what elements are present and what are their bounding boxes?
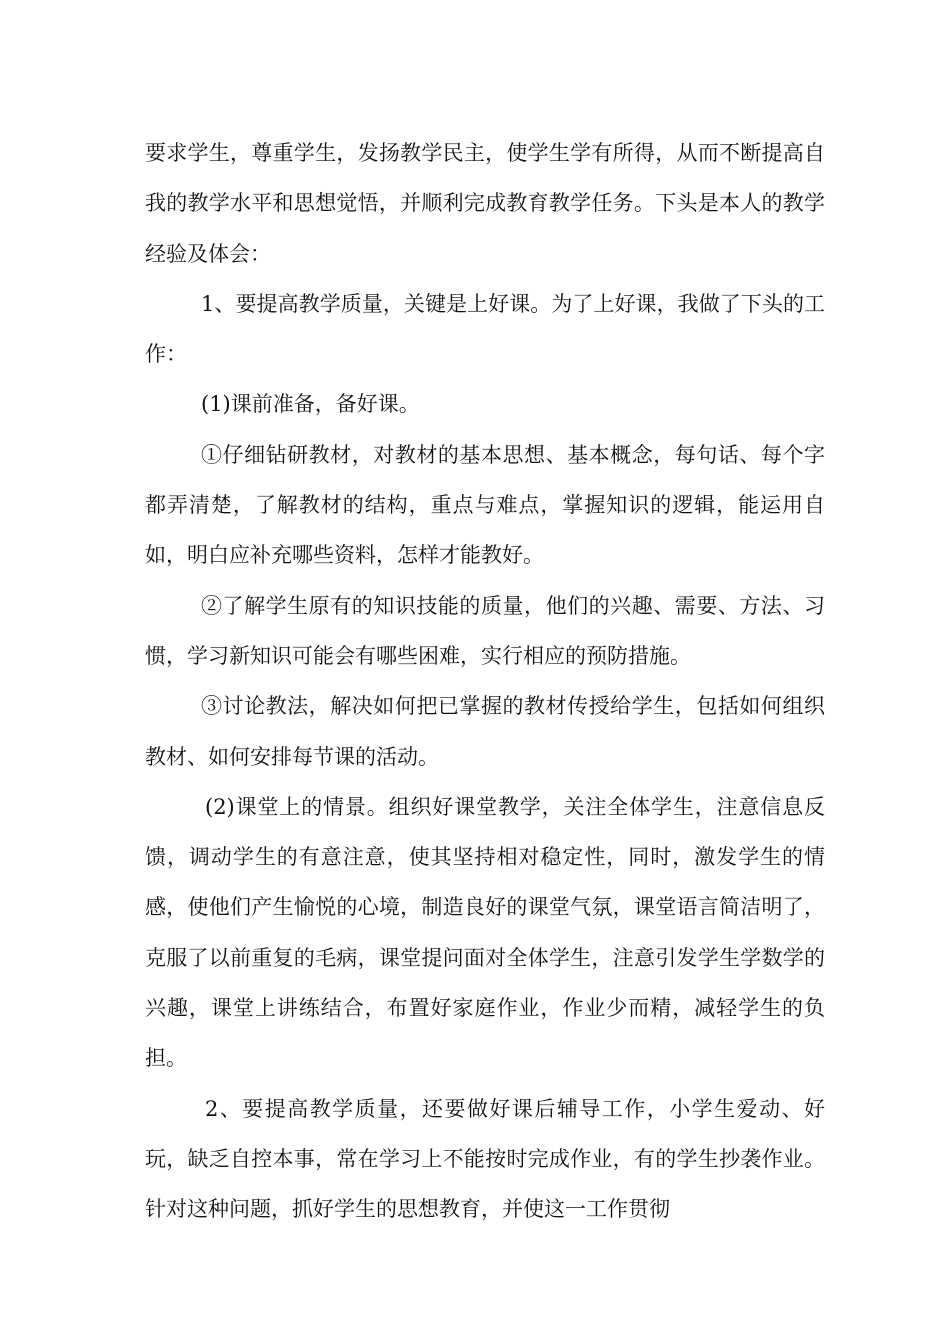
paragraph-point-2: 2、要提高教学质量，还要做好课后辅导工作，小学生爱动、好玩，缺乏自控本事，常在学习上不能按时完成作业，有的学生抄袭作业。针对这种问题，抓好学生的思想教育，并使这一工作贯彻 xyxy=(145,1096,825,1222)
paragraph-classroom-situation: (2)课堂上的情景。组织好课堂教学，关注全体学生，注意信息反馈，调动学生的有意注意，使其坚持相对稳定性，同时，激发学生的情感，使他们产生愉悦的心境，制造良好的课堂气氛，课堂语言简洁明了，克服了以前重复的毛病，课堂提问面对全体学生，注意引发学生学数学的兴趣，课堂上讲练结合，布置好家庭作业，作业少而精，减轻学生的负担。 xyxy=(145,794,825,1071)
paragraph-intro-continuation: 要求学生，尊重学生，发扬教学民主，使学生学有所得，从而不断提高自我的教学水平和思想觉悟，并顺利完成教育教学任务。下头是本人的教学经验及体会： xyxy=(145,141,825,266)
paragraph-study-materials: ①仔细钻研教材，对教材的基本思想、基本概念，每句话、每个字都弄清楚，了解教材的结构，重点与难点，掌握知识的逻辑，能运用自如，明白应补充哪些资料，怎样才能教好。 xyxy=(145,442,825,568)
paragraph-understand-students: ②了解学生原有的知识技能的质量，他们的兴趣、需要、方法、习惯，学习新知识可能会有哪些困难，实行相应的预防措施。 xyxy=(145,593,825,668)
paragraph-teaching-methods: ③讨论教法，解决如何把已掌握的教材传授给学生，包括如何组织教材、如何安排每节课的活动。 xyxy=(145,694,825,769)
paragraph-lesson-preparation: (1)课前准备，备好课。 xyxy=(201,392,420,417)
body-text xyxy=(145,128,825,1235)
paragraph-point-1: 1、要提高教学质量，关键是上好课。为了上好课，我做了下头的工作： xyxy=(145,291,825,367)
